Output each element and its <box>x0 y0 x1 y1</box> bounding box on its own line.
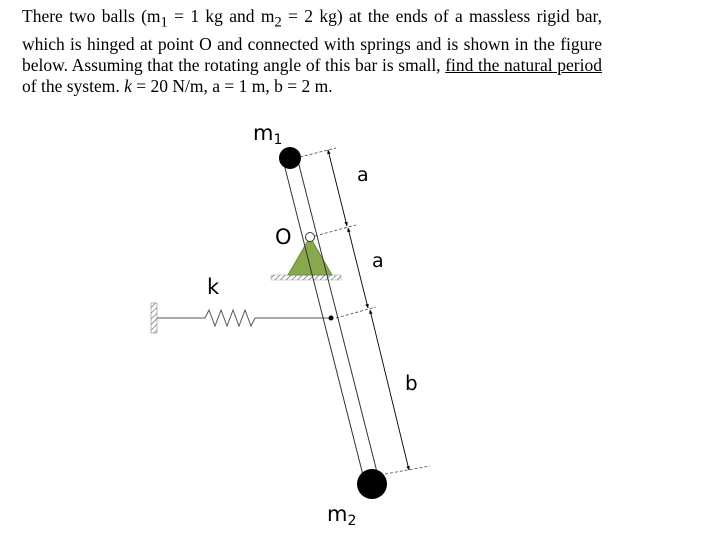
m2-subscript: 2 <box>347 513 357 529</box>
problem-given-values: = 20 N/m, a = 1 m, b = 2 m. <box>131 75 333 96</box>
subscript-2: 2 <box>274 14 282 31</box>
spring-constant-symbol: k <box>124 75 132 96</box>
dimension-a-lower-label: a <box>372 250 384 272</box>
dimension-b-label: b <box>405 371 418 395</box>
problem-text-2: = 1 kg and m <box>167 6 275 26</box>
m2-label: m2 <box>327 502 357 529</box>
problem-text-3: = 2 kg) at the ends of a massless rigid bar, which is hinged at point O and connected with springs and is shown in the figure below. Assuming that the rotating angle of this bar is small, <box>22 6 602 75</box>
pivot-pin <box>306 233 315 242</box>
m1-label: m1 <box>253 121 283 148</box>
pivot-label: O <box>275 225 292 249</box>
wall <box>151 303 157 333</box>
problem-text-1: There two balls (m <box>22 6 161 26</box>
spring-attachment-dot <box>329 316 334 321</box>
dimension-a-upper-label: a <box>357 164 369 186</box>
subscript-1: 1 <box>160 14 168 31</box>
mass-m1 <box>279 147 301 169</box>
mass-m2 <box>357 469 387 499</box>
dimension-arrows <box>328 150 409 470</box>
spring-label: k <box>207 275 220 299</box>
underlined-task: find the natural period <box>445 54 602 75</box>
spring <box>157 310 330 326</box>
m1-subscript: 1 <box>273 132 283 148</box>
problem-text-4: of the system. <box>22 75 125 96</box>
ground <box>271 275 341 280</box>
